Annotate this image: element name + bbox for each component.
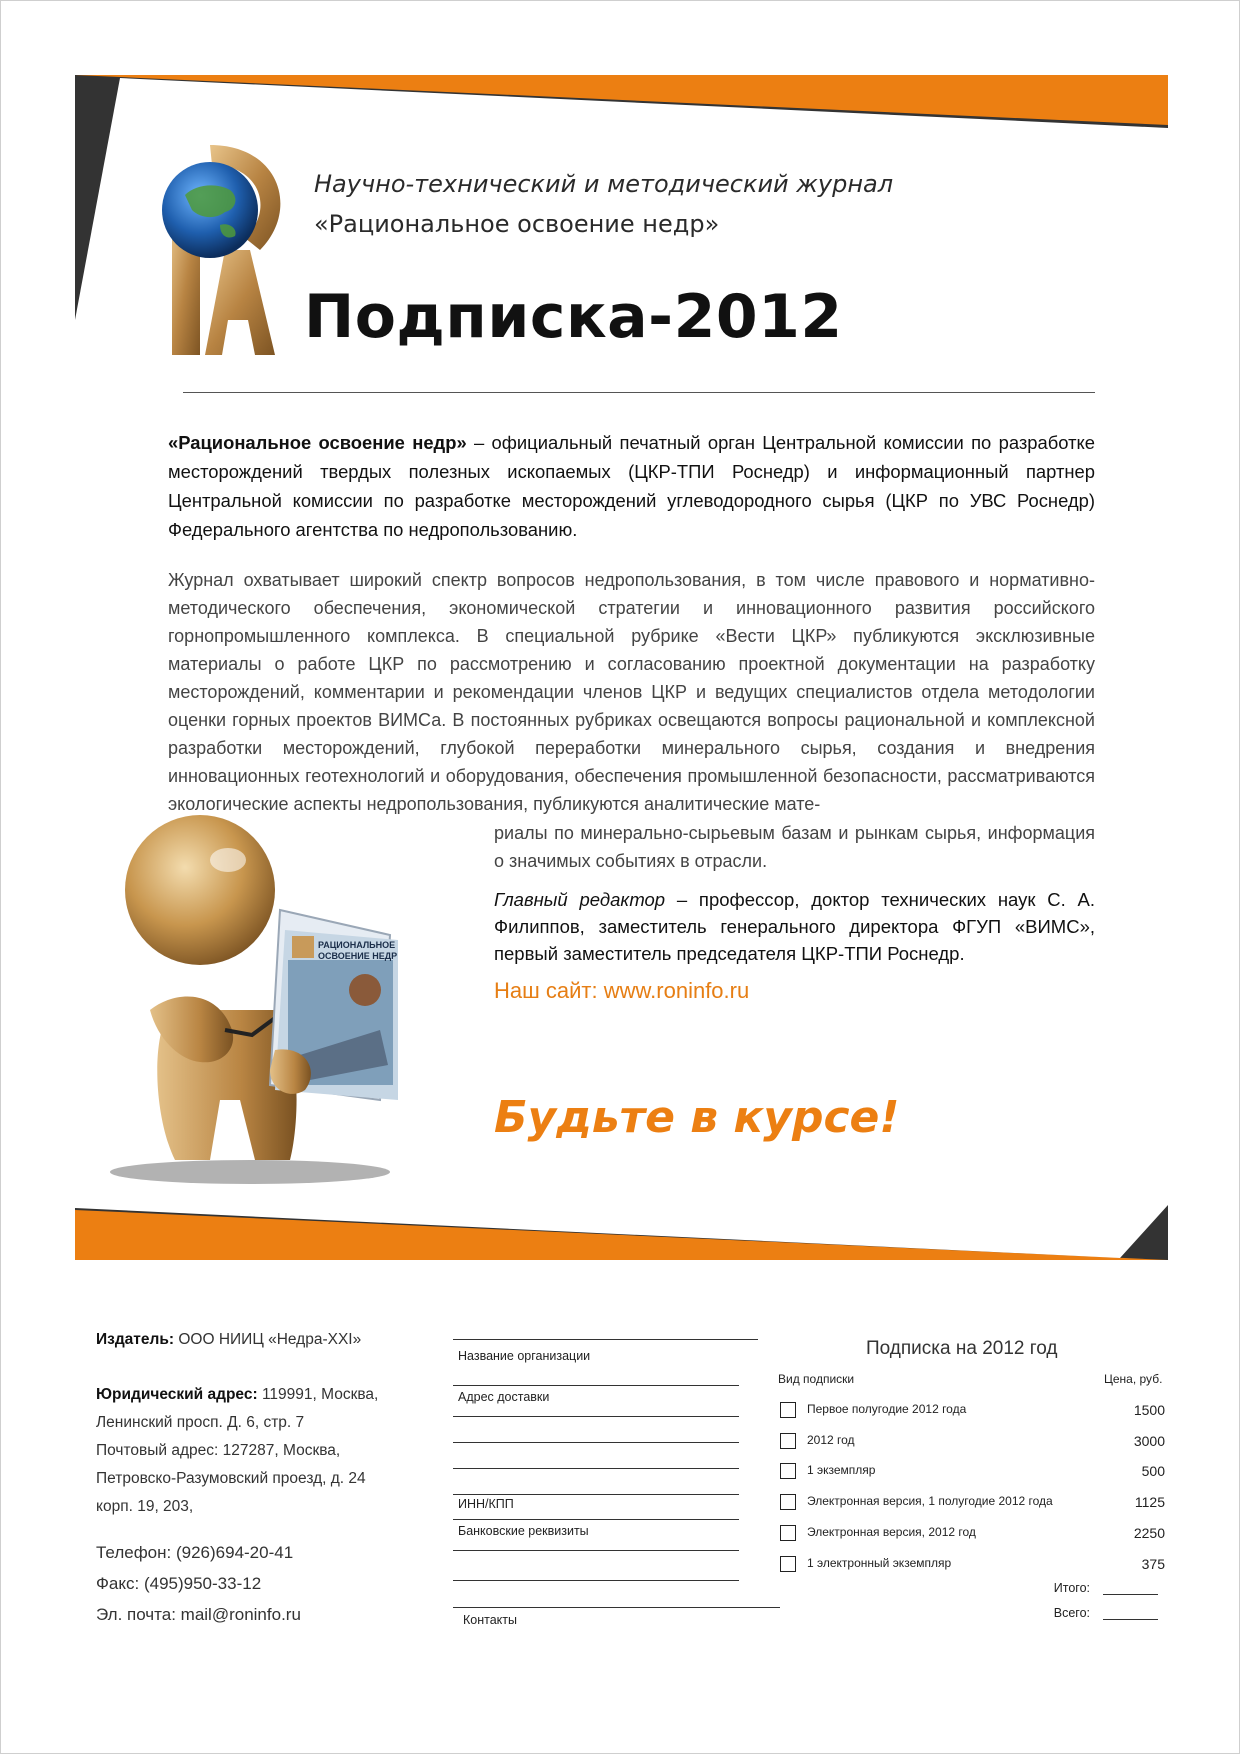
- postal-address-3: корп. 19, 203,: [96, 1498, 194, 1515]
- option-label: Электронная версия, 2012 год: [807, 1525, 976, 1539]
- bank-details-field-2[interactable]: [453, 1580, 739, 1581]
- publisher-line: [96, 1326, 361, 1354]
- journal-name: «Рациональное освоение недр»: [314, 210, 720, 238]
- delivery-address-field-1[interactable]: [453, 1416, 739, 1417]
- subscription-option[interactable]: [780, 1401, 1165, 1421]
- legal-address-1: 119991, Москва,: [257, 1386, 379, 1403]
- intro-journal-name: «Рациональное освоение недр»: [168, 432, 467, 453]
- publisher-name: ООО НИИЦ «Недра-XXI»: [174, 1331, 362, 1348]
- delivery-address-field-4[interactable]: [453, 1494, 739, 1495]
- figure-head: [125, 815, 275, 965]
- option-price: 1500: [1133, 1402, 1165, 1418]
- option-label: 1 экземпляр: [807, 1463, 876, 1477]
- subscription-option[interactable]: [780, 1432, 1165, 1452]
- fax: Факс: (495)950-33-12: [96, 1574, 262, 1593]
- option-checkbox[interactable]: [780, 1525, 796, 1541]
- inn-kpp-label: ИНН/КПП: [458, 1497, 514, 1511]
- intro-text: – официальный печатный орган Центральной комиссии по разработке месторождений твердых полезных ископаемых (ЦКР-ТПИ Роснедр) и информационный партнер Центральной комиссии по разработке месторождений углеводородного сырья (ЦКР по УВС Роснедр) Федерального агентства по недропользованию.: [168, 432, 1095, 540]
- subscription-option[interactable]: [780, 1462, 1165, 1482]
- total-field[interactable]: [1103, 1619, 1158, 1620]
- form-line-top: [453, 1339, 758, 1340]
- option-label: Первое полугодие 2012 года: [807, 1402, 967, 1416]
- legal-address-2: Ленинский просп. Д. 6, стр. 7: [96, 1414, 305, 1431]
- legal-address-line: [96, 1381, 378, 1409]
- intro-paragraph: [168, 428, 1095, 544]
- delivery-address-field-3[interactable]: [453, 1468, 739, 1469]
- subscription-type-header: Вид подписки: [778, 1372, 855, 1386]
- contacts-label: Контакты: [463, 1613, 517, 1627]
- delivery-address-field-2[interactable]: [453, 1442, 739, 1443]
- journal-logo: [150, 140, 310, 365]
- phone: Телефон: (926)694-20-41: [96, 1543, 294, 1562]
- option-checkbox[interactable]: [780, 1402, 796, 1418]
- logo-a-letter: [205, 250, 275, 355]
- svg-text:РАЦИОНАЛЬНОЕ: РАЦИОНАЛЬНОЕ: [318, 940, 396, 950]
- publisher-label: Издатель:: [96, 1331, 175, 1348]
- body-paragraph-bottom: риалы по минерально-сырьевым базам и рынкам сырья, информация о значимых событиях в отрасли.: [494, 823, 1095, 871]
- title-divider: [183, 392, 1095, 393]
- inn-kpp-field[interactable]: [453, 1519, 739, 1520]
- bank-details-label: Банковские реквизиты: [458, 1524, 589, 1538]
- org-name-label: Название организации: [458, 1349, 591, 1363]
- option-price: 3000: [1133, 1433, 1165, 1449]
- body-paragraph-top: Журнал охватывает широкий спектр вопросов недропользования, в том числе правового и нормативно-методического обеспечения, экономической стратегии и инновационного развития российского горнопромышленного комплекса. В специальной рубрике «Вести ЦКР» публикуются эксклюзивные материалы о работе ЦКР по рассмотрению и согласованию проектной документации на разработку месторождений, комментарии и рекомендации членов ЦКР и ведущих специалистов отдела методологии оценки горных проектов ВИМСа. В постоянных рубриках освещаются вопросы рациональной и комплексной разработки месторождений, глубокой переработки минерального сырья, создания и внедрения инновационных геотехнологий и оборудования, обеспечения промышленной безопасности, рассматриваются экологические аспекты недропользования, публикуются аналитические мате-: [168, 570, 1095, 814]
- option-price: 500: [1141, 1463, 1165, 1479]
- option-checkbox[interactable]: [780, 1494, 796, 1510]
- subscription-option[interactable]: [780, 1524, 1165, 1544]
- org-name-field[interactable]: [453, 1385, 739, 1386]
- journal-type: Научно-технический и методический журнал: [314, 170, 894, 198]
- postal-address-1: Почтовый адрес: 127287, Москва,: [96, 1442, 341, 1459]
- reader-illustration: [80, 800, 440, 1190]
- figure-shadow: [110, 1160, 390, 1184]
- slogan: Будьте в курсе!: [494, 1092, 900, 1143]
- page-title: Подписка-2012: [304, 282, 843, 352]
- option-price: 1125: [1134, 1494, 1165, 1510]
- svg-text:ОСВОЕНИЕ НЕДР: ОСВОЕНИЕ НЕДР: [318, 951, 398, 961]
- option-checkbox[interactable]: [780, 1463, 796, 1479]
- option-checkbox[interactable]: [780, 1433, 796, 1449]
- subscription-title: Подписка на 2012 год: [866, 1338, 1058, 1359]
- option-label: 1 электронный экземпляр: [807, 1556, 952, 1570]
- editor-text: – профессор, доктор технических наук С. А. Филиппов, заместитель генерального директора ФГУП «ВИМС», первый заместитель председателя ЦКР-ТПИ Роснедр.: [494, 889, 1095, 964]
- option-price: 2250: [1133, 1525, 1165, 1541]
- delivery-address-label: Адрес доставки: [458, 1390, 550, 1404]
- email[interactable]: Эл. почта: mail@roninfo.ru: [96, 1605, 301, 1624]
- subscription-option[interactable]: [780, 1493, 1165, 1513]
- legal-address-label: Юридический адрес:: [96, 1386, 258, 1403]
- website-link[interactable]: Наш сайт: www.roninfo.ru: [494, 978, 750, 1003]
- editor-info: [494, 886, 1095, 967]
- subtotal-label: Итого:: [1053, 1581, 1090, 1595]
- subtotal-field[interactable]: [1103, 1594, 1158, 1595]
- option-label: 2012 год: [807, 1433, 855, 1447]
- subscription-option[interactable]: [780, 1555, 1165, 1575]
- option-label: Электронная версия, 1 полугодие 2012 года: [807, 1494, 1053, 1508]
- total-label: Всего:: [1053, 1606, 1090, 1620]
- postal-address-2: Петровско-Разумовский проезд, д. 24: [96, 1470, 366, 1487]
- option-checkbox[interactable]: [780, 1556, 796, 1572]
- contacts-field[interactable]: [453, 1607, 780, 1608]
- option-price: 375: [1141, 1556, 1165, 1572]
- subscription-price-header: Цена, руб.: [1104, 1372, 1163, 1386]
- bank-details-field-1[interactable]: [453, 1550, 739, 1551]
- editor-label: Главный редактор: [494, 889, 666, 910]
